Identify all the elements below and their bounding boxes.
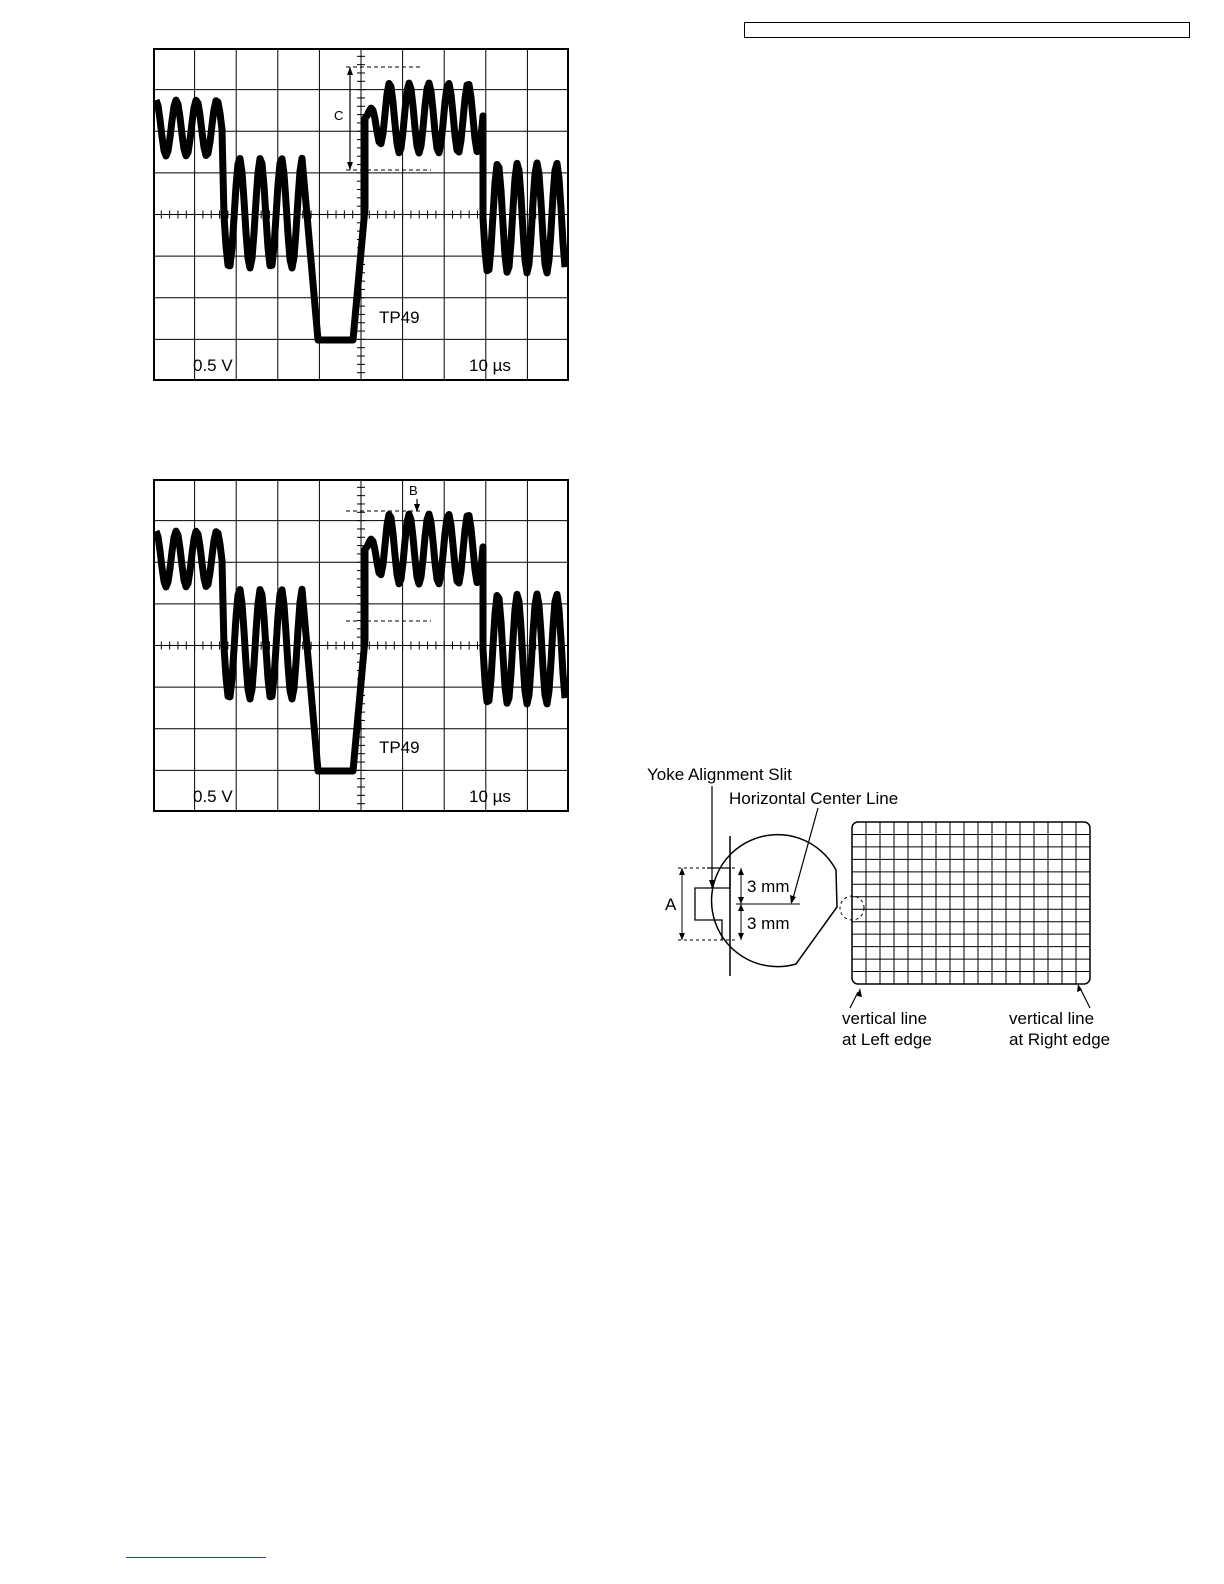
footer-link-underline[interactable] [126,1557,266,1558]
left-edge-label-line1: vertical line [842,1009,928,1028]
dimension-lower-3mm: 3 mm [747,914,790,933]
right-edge-label-line1: vertical line [1009,1009,1095,1028]
scope-2-graphic [153,479,569,812]
scope-2-test-point: TP49 [379,738,420,757]
scope-1-volts-per-div: 0.5 V [193,356,233,375]
oscilloscope-waveform-1 [153,48,569,381]
scope-2-marker-label: B [409,483,418,498]
yoke-slit-label: Yoke Alignment Slit [647,765,792,784]
dimension-a-label: A [665,895,677,914]
oscilloscope-waveform-2 [153,479,569,812]
scope-1-graphic [153,48,569,381]
scope-1-marker-label: C [334,108,344,123]
crosshatch-grid [852,822,1090,984]
dimension-upper-3mm: 3 mm [747,877,790,896]
scope-1-test-point: TP49 [379,308,420,327]
header-box [744,22,1190,38]
scope-2-time-per-div: 10 µs [469,787,511,806]
left-edge-label-line2: at Left edge [842,1030,932,1049]
horizontal-center-line-label: Horizontal Center Line [729,789,899,808]
scope-2-volts-per-div: 0.5 V [193,787,233,806]
scope-1-time-per-div: 10 µs [469,356,511,375]
right-edge-label-line2: at Right edge [1009,1030,1111,1049]
yoke-alignment-diagram [640,760,1140,1060]
